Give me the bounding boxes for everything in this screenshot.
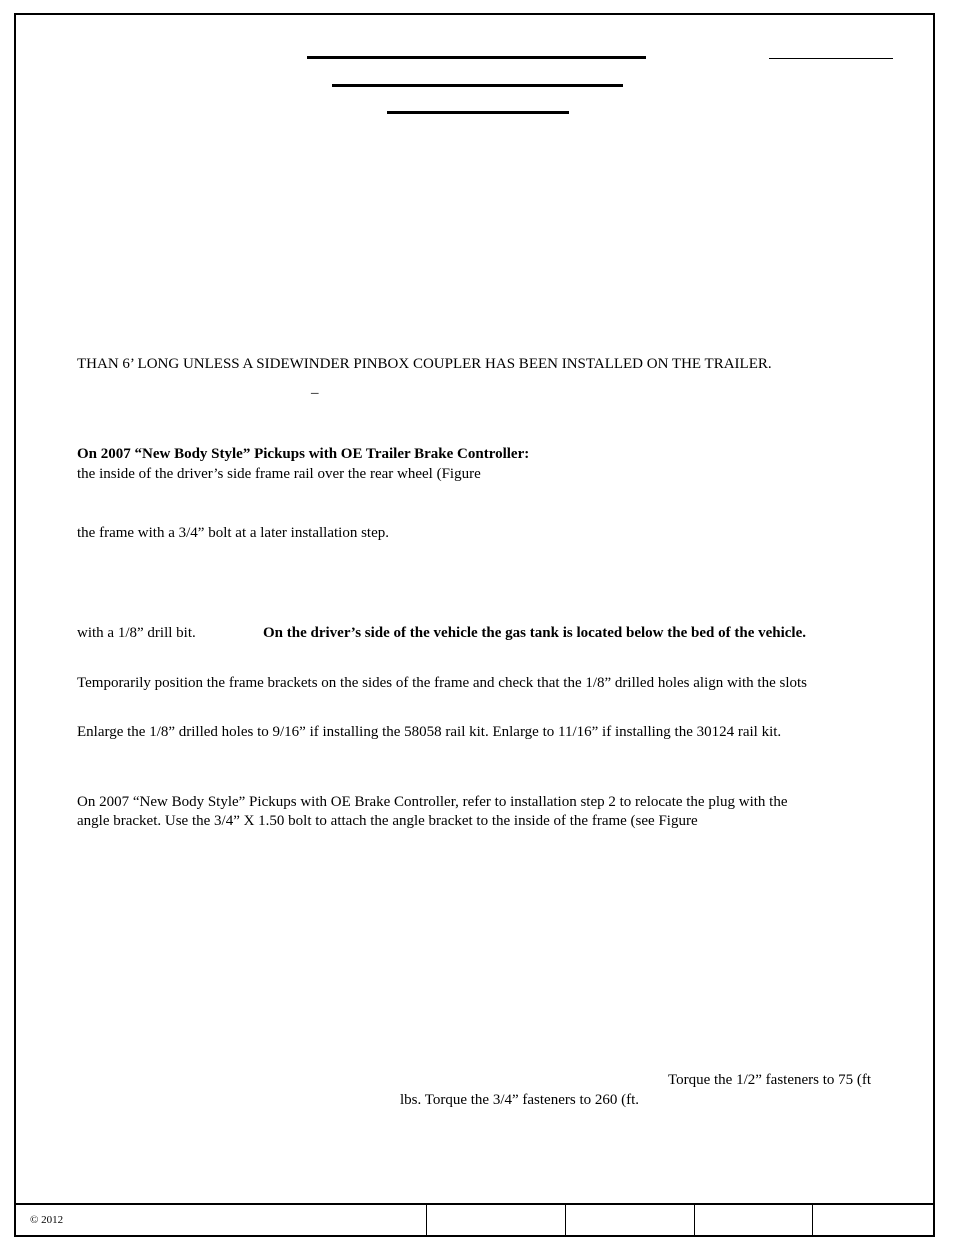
footer-cell-divider — [812, 1205, 813, 1235]
title-rule-1 — [307, 56, 646, 59]
torque-line-2: lbs. Torque the 3/4” fasteners to 260 (ft. — [400, 1092, 640, 1108]
gas-tank-note: On the driver’s side of the vehicle the gas tank is located below the bed of the vehicle. — [263, 625, 806, 641]
heading-2007-pickups: On 2007 “New Body Style” Pickups with OE Trailer Brake Controller: — [77, 446, 530, 462]
inside-rail-line: the inside of the driver’s side frame rail over the rear wheel (Figure — [77, 466, 481, 482]
footer-cell-divider — [565, 1205, 566, 1235]
footer-cell-divider — [426, 1205, 427, 1235]
para-2007-line-1: On 2007 “New Body Style” Pickups with OE Brake Controller, refer to installation step 2 to relocate the plug with the — [77, 794, 788, 810]
title-rule-3 — [387, 111, 569, 114]
dash-mark: – — [311, 385, 319, 401]
title-rule-2 — [332, 84, 623, 87]
title-rule-right — [769, 58, 893, 59]
enlarge-holes-line: Enlarge the 1/8” drilled holes to 9/16” if installing the 58058 rail kit. Enlarge to 11/16” if installing the 30124 rail kit. — [77, 724, 782, 740]
position-brackets-line: Temporarily position the frame brackets on the sides of the frame and check that the 1/8” drilled holes align with the slots — [77, 675, 807, 691]
copyright-text: © 2012 — [30, 1214, 64, 1226]
drill-bit-line: with a 1/8” drill bit. — [77, 625, 196, 641]
para-2007-line-2: angle bracket. Use the 3/4” X 1.50 bolt to attach the angle bracket to the inside of the frame (see Figure — [77, 813, 698, 829]
frame-bolt-line: the frame with a 3/4” bolt at a later installation step. — [77, 525, 389, 541]
footer-table — [14, 1203, 935, 1237]
footer-cell-divider — [694, 1205, 695, 1235]
torque-line-1: Torque the 1/2” fasteners to 75 (ft — [668, 1072, 872, 1088]
warning-line: THAN 6’ LONG UNLESS A SIDEWINDER PINBOX COUPLER HAS BEEN INSTALLED ON THE TRAILER. — [77, 356, 772, 372]
